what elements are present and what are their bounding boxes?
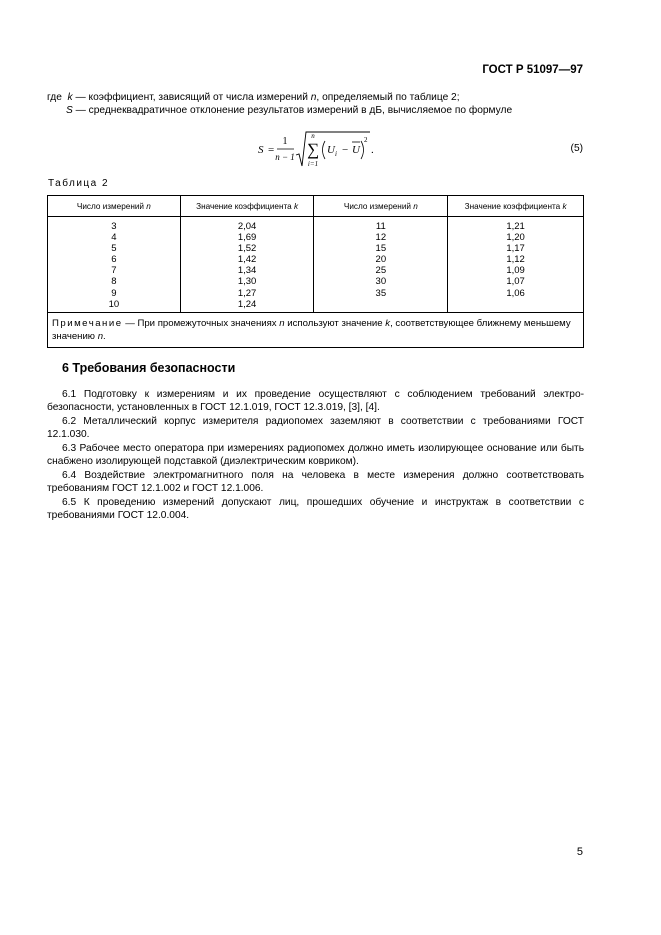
table-header-row [48, 196, 584, 217]
formula-period: . [371, 144, 374, 156]
sum-sigma: ∑ [306, 140, 320, 159]
table-caption: Таблица 2 [48, 178, 110, 189]
formula-5 [258, 130, 398, 170]
table-cell: 1,27 [237, 287, 257, 299]
left-paren [323, 141, 326, 159]
table-cell: 12 [375, 232, 387, 244]
table-cell: 1,30 [237, 276, 257, 288]
header-count-n-1: Число измерений n [48, 196, 181, 217]
table-note: Примечание — При промежуточных значениях n используют значение k, соответствующее ближнему меньшему значению n. [48, 312, 584, 347]
table-cell: 30 [375, 276, 387, 288]
s-definition [66, 104, 512, 117]
term-u: U [327, 144, 335, 156]
table-cell: 20 [375, 254, 387, 266]
where-word: где [47, 92, 62, 103]
table-cell: 3 [111, 221, 117, 232]
table-cell: 35 [375, 287, 387, 299]
table-cell: 1,12 [506, 254, 525, 266]
table-cell: 1,07 [506, 276, 525, 288]
formula-lhs: S [258, 144, 264, 156]
table-cell: 15 [375, 243, 387, 255]
paragraph-6-4: 6.4 Воздействие электромагнитного поля на человека в месте измерения должно соответствовать требованиям ГОСТ 12.1.002 и ГОСТ 12.1.006. [47, 470, 584, 495]
k-text-b: , определяемый по таблице 2; [316, 92, 460, 103]
k-text-a: — коэффициент, зависящий от числа измерений [75, 92, 308, 103]
paragraph-6-1: 6.1 Подготовку к измерениям и их проведение осуществляют с соблюдением требований электро-безопасности, установленных в ГОСТ 12.1.019, ГОСТ 12.3.019, [3], [4]. [47, 389, 584, 414]
header-coef-k-2: Значение коэффициента k [448, 196, 584, 217]
table-note-row [48, 312, 584, 347]
term-minus: − [342, 144, 349, 156]
table-cell: 1,06 [506, 287, 525, 299]
table-cell: 1,52 [237, 243, 257, 255]
column-n-1 [48, 217, 181, 313]
table-cell: 1,24 [237, 298, 257, 310]
k-symbol: k [67, 92, 73, 103]
table-cell: 5 [111, 243, 117, 255]
paragraph-6-3: 6.3 Рабочее место оператора при измерениях радиопомех должно иметь изолирующее основание или быть снабжено изолирующей подставкой (диэлектрическим ковриком). [47, 443, 584, 468]
table-cell: 8 [111, 276, 117, 288]
table-cell: 1,21 [506, 221, 525, 232]
section-title: 6 Требования безопасности [62, 361, 236, 375]
term-ubar: U [352, 144, 360, 156]
sum-upper: n [311, 132, 315, 140]
table-cell: 1,34 [237, 265, 257, 277]
column-k-1 [180, 217, 314, 313]
formula-eq: = [268, 144, 275, 156]
formula-denominator: n − 1 [275, 152, 295, 162]
power-2: 2 [364, 136, 368, 144]
table-cell: 2,04 [237, 221, 257, 232]
formula-numerator: 1 [282, 136, 288, 147]
s-text: — среднеквадратичное отклонение результатов измерений в дБ, вычисляемое по формуле [75, 105, 513, 116]
table-cell: 1,09 [506, 265, 525, 277]
table-cell: 25 [375, 265, 387, 277]
table-cell: 1,42 [237, 254, 257, 266]
formula-number: (5) [570, 143, 583, 154]
table-cell: 1,69 [237, 232, 257, 244]
table-cell: 7 [111, 265, 117, 277]
table-cell: 10 [108, 298, 120, 310]
paragraph-6-2: 6.2 Металлический корпус измерителя радиопомех заземляют в соответствии с требованиями ГОСТ 12.1.030. [47, 416, 584, 441]
document-code: ГОСТ Р 51097—97 [482, 64, 583, 76]
header-count-n-2: Число измерений n [314, 196, 448, 217]
column-k-2 [448, 217, 584, 313]
k-definition [47, 91, 460, 104]
k-n: n [310, 92, 317, 103]
term-index-i: i [335, 150, 337, 158]
sum-lower: i=1 [307, 160, 319, 168]
header-coef-k-1: Значение коэффициента k [180, 196, 314, 217]
table-cell: 1,17 [506, 243, 525, 255]
note-label: Примечание [52, 317, 123, 329]
column-n-2 [314, 217, 448, 313]
table-cell: 9 [111, 287, 117, 299]
table-cell: 4 [111, 232, 117, 244]
page-number: 5 [576, 846, 583, 858]
s-symbol: S [66, 105, 73, 116]
table-cell: 1,20 [506, 232, 525, 244]
table-cell: 11 [375, 221, 386, 232]
table-cell: 6 [111, 254, 117, 266]
paragraph-6-5: 6.5 К проведению измерений допускают лиц, прошедших обучение и инструктаж в соответствии с требованиями ГОСТ 12.0.004. [47, 497, 584, 522]
coefficient-table [47, 195, 584, 348]
table-data-row [48, 217, 584, 313]
